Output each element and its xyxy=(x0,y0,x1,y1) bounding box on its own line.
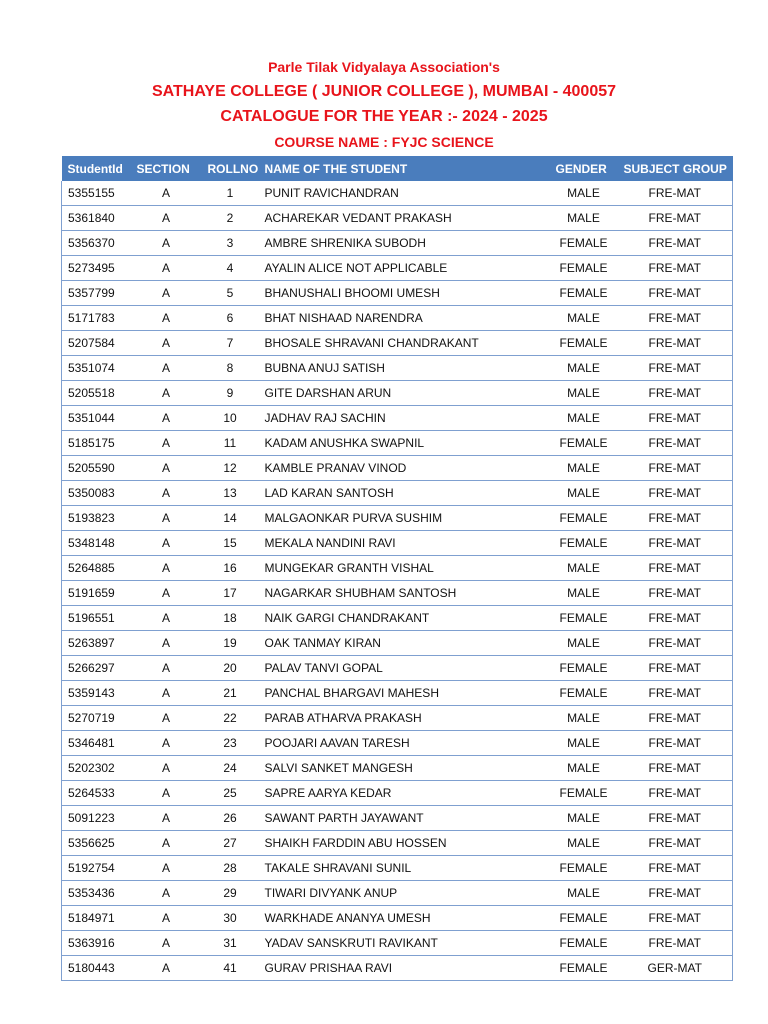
table-row xyxy=(62,656,733,681)
gender-cell: FEMALE xyxy=(550,906,618,931)
rollno-cell: 5 xyxy=(202,281,259,306)
subject-group-cell: FRE-MAT xyxy=(618,531,733,556)
rollno-cell: 25 xyxy=(202,781,259,806)
section-cell: A xyxy=(131,631,202,656)
rollno-cell: 41 xyxy=(202,956,259,981)
rollno-cell: 10 xyxy=(202,406,259,431)
subject-group-cell: FRE-MAT xyxy=(618,181,733,206)
subject-group-cell: FRE-MAT xyxy=(618,856,733,881)
subject-group-cell: FRE-MAT xyxy=(618,631,733,656)
association-title: Parle Tilak Vidyalaya Association's xyxy=(268,59,500,75)
gender-cell: MALE xyxy=(550,806,618,831)
student-id-cell: 5171783 xyxy=(62,306,131,331)
section-cell: A xyxy=(131,206,202,231)
table-row xyxy=(62,881,733,906)
student-name-cell: YADAV SANSKRUTI RAVIKANT xyxy=(259,931,550,956)
student-name-cell: ACHAREKAR VEDANT PRAKASH xyxy=(259,206,550,231)
catalogue-title: CATALOGUE FOR THE YEAR :- 2024 - 2025 xyxy=(220,108,548,125)
subject-group-cell: GER-MAT xyxy=(618,956,733,981)
section-cell: A xyxy=(131,731,202,756)
student-name-cell: WARKHADE ANANYA UMESH xyxy=(259,906,550,931)
rollno-cell: 16 xyxy=(202,556,259,581)
section-cell: A xyxy=(131,231,202,256)
student-id-cell: 5357799 xyxy=(62,281,131,306)
gender-cell: FEMALE xyxy=(550,681,618,706)
student-id-cell: 5266297 xyxy=(62,656,131,681)
gender-cell: MALE xyxy=(550,181,618,206)
student-id-cell: 5205518 xyxy=(62,381,131,406)
header-row xyxy=(62,156,733,181)
student-id-cell: 5205590 xyxy=(62,456,131,481)
table-row xyxy=(62,231,733,256)
student-id-cell: 5363916 xyxy=(62,931,131,956)
rollno-cell: 1 xyxy=(202,181,259,206)
student-name-cell: PUNIT RAVICHANDRAN xyxy=(259,181,550,206)
student-id-cell: 5351044 xyxy=(62,406,131,431)
subject-group-cell: FRE-MAT xyxy=(618,756,733,781)
gender-cell: MALE xyxy=(550,631,618,656)
student-id-cell: 5191659 xyxy=(62,581,131,606)
subject-group-cell: FRE-MAT xyxy=(618,206,733,231)
student-name-cell: TIWARI DIVYANK ANUP xyxy=(259,881,550,906)
subject-group-cell: FRE-MAT xyxy=(618,506,733,531)
student-id-cell: 5263897 xyxy=(62,631,131,656)
subject-group-cell: FRE-MAT xyxy=(618,406,733,431)
section-cell: A xyxy=(131,806,202,831)
rollno-cell: 18 xyxy=(202,606,259,631)
section-cell: A xyxy=(131,856,202,881)
section-cell: A xyxy=(131,431,202,456)
table-row xyxy=(62,306,733,331)
table-row xyxy=(62,481,733,506)
section-cell: A xyxy=(131,456,202,481)
table-row xyxy=(62,431,733,456)
subject-group-cell: FRE-MAT xyxy=(618,556,733,581)
student-name-cell: SAPRE AARYA KEDAR xyxy=(259,781,550,806)
table-body xyxy=(62,181,733,981)
student-id-cell: 5346481 xyxy=(62,731,131,756)
student-name-cell: BHOSALE SHRAVANI CHANDRAKANT xyxy=(259,331,550,356)
gender-cell: MALE xyxy=(550,731,618,756)
table-row xyxy=(62,931,733,956)
column-header-name: NAME OF THE STUDENT xyxy=(259,156,550,181)
subject-group-cell: FRE-MAT xyxy=(618,231,733,256)
section-cell: A xyxy=(131,181,202,206)
subject-group-cell: FRE-MAT xyxy=(618,481,733,506)
section-cell: A xyxy=(131,781,202,806)
section-cell: A xyxy=(131,281,202,306)
rollno-cell: 22 xyxy=(202,706,259,731)
student-id-cell: 5207584 xyxy=(62,331,131,356)
student-id-cell: 5361840 xyxy=(62,206,131,231)
gender-cell: FEMALE xyxy=(550,506,618,531)
rollno-cell: 17 xyxy=(202,581,259,606)
gender-cell: FEMALE xyxy=(550,931,618,956)
gender-cell: MALE xyxy=(550,456,618,481)
student-id-cell: 5353436 xyxy=(62,881,131,906)
section-cell: A xyxy=(131,881,202,906)
rollno-cell: 6 xyxy=(202,306,259,331)
table-row xyxy=(62,506,733,531)
table-row xyxy=(62,256,733,281)
table-row xyxy=(62,906,733,931)
gender-cell: MALE xyxy=(550,581,618,606)
table-row xyxy=(62,331,733,356)
student-name-cell: TAKALE SHRAVANI SUNIL xyxy=(259,856,550,881)
table-row xyxy=(62,606,733,631)
subject-group-cell: FRE-MAT xyxy=(618,706,733,731)
subject-group-cell: FRE-MAT xyxy=(618,381,733,406)
subject-group-cell: FRE-MAT xyxy=(618,731,733,756)
rollno-cell: 9 xyxy=(202,381,259,406)
subject-group-cell: FRE-MAT xyxy=(618,831,733,856)
student-id-cell: 5356625 xyxy=(62,831,131,856)
gender-cell: MALE xyxy=(550,756,618,781)
table-row xyxy=(62,831,733,856)
student-name-cell: PALAV TANVI GOPAL xyxy=(259,656,550,681)
section-cell: A xyxy=(131,906,202,931)
rollno-cell: 8 xyxy=(202,356,259,381)
student-id-cell: 5359143 xyxy=(62,681,131,706)
student-name-cell: AMBRE SHRENIKA SUBODH xyxy=(259,231,550,256)
rollno-cell: 31 xyxy=(202,931,259,956)
student-id-cell: 5348148 xyxy=(62,531,131,556)
student-name-cell: JADHAV RAJ SACHIN xyxy=(259,406,550,431)
table-row xyxy=(62,731,733,756)
gender-cell: FEMALE xyxy=(550,281,618,306)
student-name-cell: PANCHAL BHARGAVI MAHESH xyxy=(259,681,550,706)
column-header-subject-group: SUBJECT GROUP xyxy=(618,156,733,181)
subject-group-cell: FRE-MAT xyxy=(618,356,733,381)
section-cell: A xyxy=(131,581,202,606)
gender-cell: FEMALE xyxy=(550,331,618,356)
gender-cell: MALE xyxy=(550,881,618,906)
column-header-section: SECTION xyxy=(131,156,202,181)
section-cell: A xyxy=(131,481,202,506)
section-cell: A xyxy=(131,606,202,631)
student-name-cell: GURAV PRISHAA RAVI xyxy=(259,956,550,981)
rollno-cell: 7 xyxy=(202,331,259,356)
student-name-cell: MEKALA NANDINI RAVI xyxy=(259,531,550,556)
rollno-cell: 21 xyxy=(202,681,259,706)
gender-cell: MALE xyxy=(550,831,618,856)
table-row xyxy=(62,531,733,556)
student-name-cell: SHAIKH FARDDIN ABU HOSSEN xyxy=(259,831,550,856)
student-name-cell: SALVI SANKET MANGESH xyxy=(259,756,550,781)
student-id-cell: 5196551 xyxy=(62,606,131,631)
student-id-cell: 5356370 xyxy=(62,231,131,256)
gender-cell: FEMALE xyxy=(550,256,618,281)
subject-group-cell: FRE-MAT xyxy=(618,656,733,681)
rollno-cell: 13 xyxy=(202,481,259,506)
student-name-cell: SAWANT PARTH JAYAWANT xyxy=(259,806,550,831)
student-id-cell: 5180443 xyxy=(62,956,131,981)
column-header-gender: GENDER xyxy=(550,156,618,181)
rollno-cell: 24 xyxy=(202,756,259,781)
gender-cell: MALE xyxy=(550,306,618,331)
gender-cell: MALE xyxy=(550,381,618,406)
section-cell: A xyxy=(131,956,202,981)
college-title: SATHAYE COLLEGE ( JUNIOR COLLEGE ), MUMBAI - 400057 xyxy=(151,83,617,100)
rollno-cell: 11 xyxy=(202,431,259,456)
student-id-cell: 5202302 xyxy=(62,756,131,781)
student-id-cell: 5185175 xyxy=(62,431,131,456)
table-row xyxy=(62,281,733,306)
student-table xyxy=(61,156,733,981)
table-row xyxy=(62,456,733,481)
subject-group-cell: FRE-MAT xyxy=(618,331,733,356)
student-id-cell: 5193823 xyxy=(62,506,131,531)
section-cell: A xyxy=(131,381,202,406)
table-row xyxy=(62,781,733,806)
student-id-cell: 5273495 xyxy=(62,256,131,281)
table-row xyxy=(62,706,733,731)
course-title: COURSE NAME : FYJC SCIENCE xyxy=(274,134,494,150)
gender-cell: FEMALE xyxy=(550,781,618,806)
student-name-cell: BHAT NISHAAD NARENDRA xyxy=(259,306,550,331)
section-cell: A xyxy=(131,406,202,431)
student-id-cell: 5264885 xyxy=(62,556,131,581)
subject-group-cell: FRE-MAT xyxy=(618,906,733,931)
subject-group-cell: FRE-MAT xyxy=(618,581,733,606)
column-header-rollno: ROLLNO xyxy=(202,156,259,181)
gender-cell: FEMALE xyxy=(550,656,618,681)
gender-cell: FEMALE xyxy=(550,856,618,881)
section-cell: A xyxy=(131,706,202,731)
section-cell: A xyxy=(131,356,202,381)
subject-group-cell: FRE-MAT xyxy=(618,431,733,456)
gender-cell: FEMALE xyxy=(550,231,618,256)
section-cell: A xyxy=(131,506,202,531)
student-name-cell: KAMBLE PRANAV VINOD xyxy=(259,456,550,481)
student-name-cell: BUBNA ANUJ SATISH xyxy=(259,356,550,381)
rollno-cell: 19 xyxy=(202,631,259,656)
section-cell: A xyxy=(131,306,202,331)
student-name-cell: BHANUSHALI BHOOMI UMESH xyxy=(259,281,550,306)
subject-group-cell: FRE-MAT xyxy=(618,806,733,831)
table-row xyxy=(62,181,733,206)
table-header xyxy=(62,156,733,181)
student-name-cell: MALGAONKAR PURVA SUSHIM xyxy=(259,506,550,531)
section-cell: A xyxy=(131,556,202,581)
student-name-cell: NAGARKAR SHUBHAM SANTOSH xyxy=(259,581,550,606)
gender-cell: FEMALE xyxy=(550,531,618,556)
rollno-cell: 30 xyxy=(202,906,259,931)
gender-cell: MALE xyxy=(550,481,618,506)
section-cell: A xyxy=(131,931,202,956)
rollno-cell: 26 xyxy=(202,806,259,831)
student-id-cell: 5184971 xyxy=(62,906,131,931)
rollno-cell: 3 xyxy=(202,231,259,256)
table-row xyxy=(62,681,733,706)
gender-cell: MALE xyxy=(550,556,618,581)
gender-cell: MALE xyxy=(550,356,618,381)
table-row xyxy=(62,856,733,881)
table-row xyxy=(62,381,733,406)
student-name-cell: LAD KARAN SANTOSH xyxy=(259,481,550,506)
rollno-cell: 29 xyxy=(202,881,259,906)
student-id-cell: 5350083 xyxy=(62,481,131,506)
subject-group-cell: FRE-MAT xyxy=(618,606,733,631)
table-row xyxy=(62,581,733,606)
student-id-cell: 5270719 xyxy=(62,706,131,731)
gender-cell: FEMALE xyxy=(550,606,618,631)
section-cell: A xyxy=(131,531,202,556)
student-name-cell: PARAB ATHARVA PRAKASH xyxy=(259,706,550,731)
table-row xyxy=(62,956,733,981)
student-id-cell: 5091223 xyxy=(62,806,131,831)
section-cell: A xyxy=(131,256,202,281)
table-row xyxy=(62,756,733,781)
student-name-cell: POOJARI AAVAN TARESH xyxy=(259,731,550,756)
student-id-cell: 5355155 xyxy=(62,181,131,206)
rollno-cell: 20 xyxy=(202,656,259,681)
table-row xyxy=(62,206,733,231)
table-row xyxy=(62,806,733,831)
table-row xyxy=(62,406,733,431)
subject-group-cell: FRE-MAT xyxy=(618,781,733,806)
student-name-cell: NAIK GARGI CHANDRAKANT xyxy=(259,606,550,631)
student-name-cell: GITE DARSHAN ARUN xyxy=(259,381,550,406)
section-cell: A xyxy=(131,656,202,681)
gender-cell: MALE xyxy=(550,706,618,731)
student-name-cell: OAK TANMAY KIRAN xyxy=(259,631,550,656)
subject-group-cell: FRE-MAT xyxy=(618,681,733,706)
student-id-cell: 5264533 xyxy=(62,781,131,806)
rollno-cell: 2 xyxy=(202,206,259,231)
section-cell: A xyxy=(131,681,202,706)
student-id-cell: 5351074 xyxy=(62,356,131,381)
rollno-cell: 15 xyxy=(202,531,259,556)
subject-group-cell: FRE-MAT xyxy=(618,256,733,281)
rollno-cell: 4 xyxy=(202,256,259,281)
table-row xyxy=(62,356,733,381)
gender-cell: MALE xyxy=(550,206,618,231)
subject-group-cell: FRE-MAT xyxy=(618,456,733,481)
subject-group-cell: FRE-MAT xyxy=(618,931,733,956)
section-cell: A xyxy=(131,756,202,781)
rollno-cell: 12 xyxy=(202,456,259,481)
student-id-cell: 5192754 xyxy=(62,856,131,881)
column-header-studentid: StudentId xyxy=(62,156,131,181)
table-row xyxy=(62,556,733,581)
student-name-cell: AYALIN ALICE NOT APPLICABLE xyxy=(259,256,550,281)
gender-cell: MALE xyxy=(550,406,618,431)
rollno-cell: 27 xyxy=(202,831,259,856)
gender-cell: FEMALE xyxy=(550,431,618,456)
gender-cell: FEMALE xyxy=(550,956,618,981)
section-cell: A xyxy=(131,831,202,856)
table-row xyxy=(62,631,733,656)
section-cell: A xyxy=(131,331,202,356)
rollno-cell: 28 xyxy=(202,856,259,881)
rollno-cell: 14 xyxy=(202,506,259,531)
rollno-cell: 23 xyxy=(202,731,259,756)
student-name-cell: KADAM ANUSHKA SWAPNIL xyxy=(259,431,550,456)
student-name-cell: MUNGEKAR GRANTH VISHAL xyxy=(259,556,550,581)
subject-group-cell: FRE-MAT xyxy=(618,306,733,331)
subject-group-cell: FRE-MAT xyxy=(618,281,733,306)
subject-group-cell: FRE-MAT xyxy=(618,881,733,906)
